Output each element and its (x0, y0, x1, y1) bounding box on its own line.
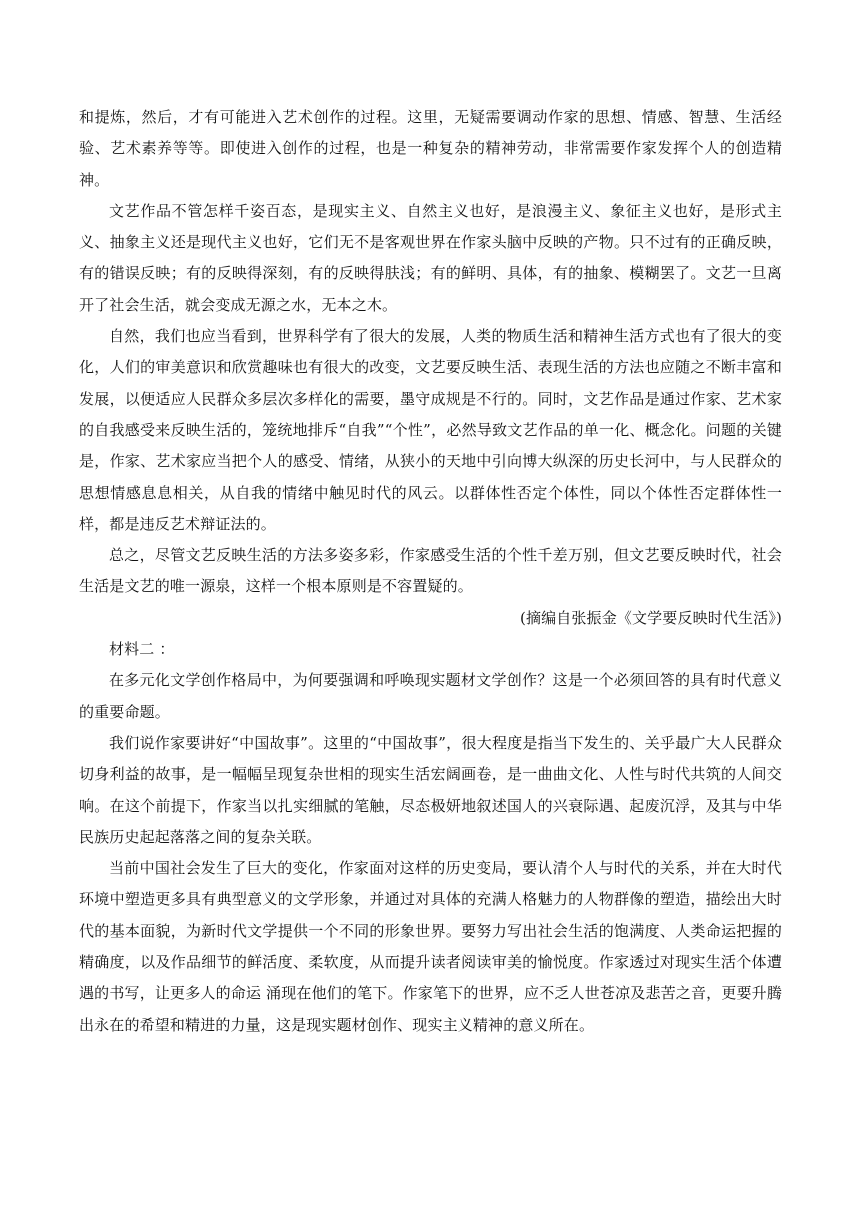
paragraph-development: 自然，我们也应当看到，世界科学有了很大的发展，人类的物质生活和精神生活方式也有了很大的变化，人们的审美意识和欣赏趣味也有很大的改变，文艺要反映生活、表现生活的方法也应随之不断丰富和发展，以便适应人民群众多层次多样化的需要，墨守成规是不行的。同时，文艺作品是通过作家、艺术家的自我感受来反映生活的，笼统地排斥“自我”“个性”，必然导致文艺作品的单一化、概念化。问题的关键是，作家、艺术家应当把个人的感受、情绪，从狭小的天地中引向博大纵深的历史长河中，与人民群众的思想情感息息相关，从自我的情绪中触见时代的风云。以群体性否定个体性，同以个体性否定群体性一样，都是违反艺术辩证法的。 (79, 327, 782, 533)
paragraph-continued: 和提炼，然后，才有可能进入艺术创作的过程。这里，无疑需要调动作家的思想、情感、智慧、生活经验、艺术素养等等。即使进入创作的过程，也是一种复杂的精神劳动，非常需要作家发挥个人的创造精神。 (79, 108, 782, 189)
paragraph-china-stories: 我们说作家要讲好“中国故事”。这里的“中国故事”，很大程度是指当下发生的、关乎最广大人民群众切身利益的故事，是一幅幅呈现复杂世相的现实生活宏阔画卷，是一曲曲文化、人性与时代共筑的人间交响。在这个前提下，作家当以扎实细腻的笔触，尽态极妍地叙述国人的兴衰际遇、起废沉浮，及其与中华民族历史起起落落之间的复杂关联。 (79, 733, 782, 846)
paragraph-question: 在多元化文学创作格局中，为何要强调和呼唤现实题材文学创作？这是一个必须回答的具有时代意义的重要命题。 (79, 671, 782, 721)
paragraph-literary-forms: 文艺作品不管怎样千姿百态，是现实主义、自然主义也好，是浪漫主义、象征主义也好，是形式主义、抽象主义还是现代主义也好，它们无不是客观世界在作家头脑中反映的产物。只不过有的正确反映，有的错误反映；有的反映得深刻，有的反映得肤浅；有的鲜明、具体，有的抽象、模糊罢了。文艺一旦离开了社会生活，就会变成无源之水，无本之木。 (79, 201, 782, 314)
document-page (79, 102, 782, 1041)
paragraph-current-society: 当前中国社会发生了巨大的变化，作家面对这样的历史变局，要认清个人与时代的关系，并在大时代环境中塑造更多具有典型意义的文学形象，并通过对具体的充满人格魅力的人物群像的塑造，描绘出大时代的基本面貌，为新时代文学提供一个不同的形象世界。要努力写出社会生活的饱满度、人类命运把握的精确度，以及作品细节的鲜活度、柔软度，从而提升读者阅读审美的愉悦度。作家透过对现实生活个体遭遇的书写，让更多人的命运 涌现在他们的笔下。作家笔下的世界，应不乏人世苍凉及悲苦之音，更要升腾出永在的希望和精进的力量，这是现实题材创作、现实主义精神的意义所在。 (79, 859, 782, 1034)
source-citation: (摘编自张振金《文学要反映时代生活》) (519, 608, 782, 627)
material-heading: 材料二 ： (109, 640, 175, 659)
paragraph-conclusion: 总之，尽管文艺反映生活的方法多姿多彩，作家感受生活的个性千差万别，但文艺要反映时代，社会生活是文艺的唯一源泉，这样一个根本原则是不容置疑的。 (79, 546, 782, 596)
